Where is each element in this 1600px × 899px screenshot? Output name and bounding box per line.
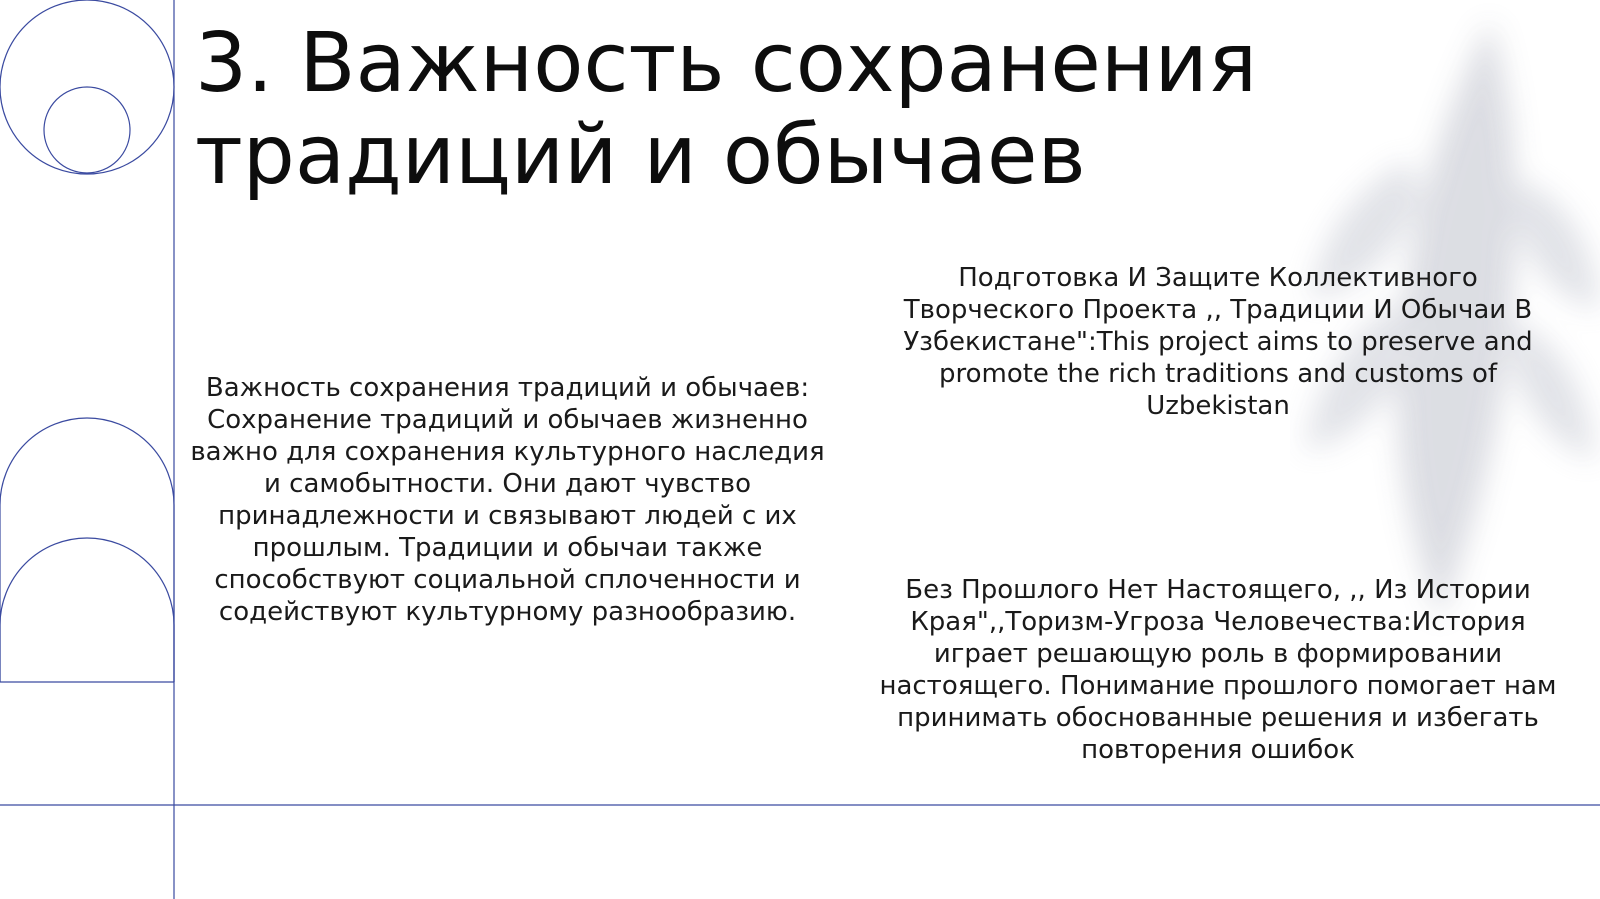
slide-title: 3. Важность сохранения традиций и обычаев: [195, 16, 1258, 203]
upper-arch-outline: [0, 418, 174, 682]
right-bottom-text-block: Без Прошлого Нет Настоящего, ,, Из Истории Края",,Торизм-Угроза Человечества:История играет решающую роль в формировании настоящего. Понимание прошлого помогает нам принимать обоснованные решения и избегать повторения ошибок: [879, 575, 1557, 765]
right-top-text-block: Подготовка И Защите Коллективного Творческого Проекта ,, Традиции И Обычаи В Узбекистане":This project aims to preserve and promote the rich traditions and customs of Uzbekistan: [903, 263, 1533, 421]
small-circle-outline: [44, 87, 130, 173]
left-text-block: Важность сохранения традиций и обычаев: Сохранение традиций и обычаев жизненно важно для сохранения культурного наследия и самобытности. Они дают чувство принадлежности и связывают людей с их прошлым. Традиции и обычаи также способствуют социальной сплоченности и содействуют культурному разнообразию.: [190, 373, 825, 627]
lower-arch-outline: [0, 538, 174, 682]
